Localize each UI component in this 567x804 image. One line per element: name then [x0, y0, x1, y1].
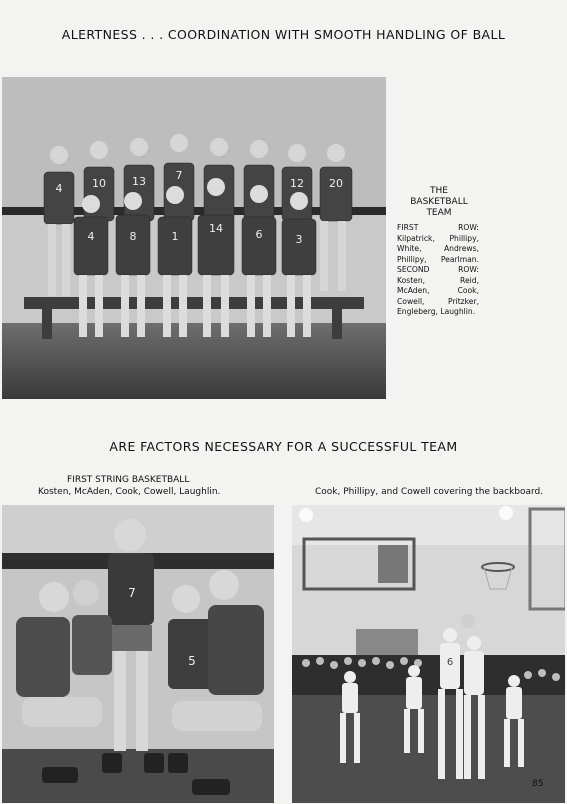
jersey-number: 13: [132, 175, 146, 188]
jersey-number: 3: [295, 233, 303, 246]
first-string-names: Kosten, McAden, Cook, Cowell, Laughlin.: [38, 487, 221, 497]
team-caption-title-line: THE: [430, 186, 448, 196]
backboard-illustration: [292, 505, 565, 803]
backboard-caption: Cook, Phillipy, and Cowell covering the backboard.: [315, 487, 544, 497]
jersey-number: 20: [329, 177, 343, 190]
page-number: 85: [532, 779, 544, 789]
jersey-number: 5: [188, 654, 196, 668]
jersey-number: 7: [175, 169, 183, 182]
jersey-number: 4: [87, 230, 95, 243]
team-caption-title-line: BASKETBALL: [410, 197, 468, 207]
top-headline: ALERTNESS . . . COORDINATION WITH SMOOTH HANDLING OF BALL: [61, 27, 506, 42]
jersey-number: 1: [171, 230, 179, 243]
backboard-photo: [292, 505, 565, 803]
jersey-number: 14: [209, 222, 223, 235]
jersey-number: 6: [446, 657, 454, 668]
jersey-number: 7: [128, 586, 136, 600]
first-string-illustration: [2, 505, 274, 803]
first-string-photo: [2, 505, 274, 803]
first-string-title: FIRST STRING BASKETBALL: [67, 475, 190, 485]
middle-headline: ARE FACTORS NECESSARY FOR A SUCCESSFUL TEAM: [109, 439, 458, 454]
jersey-number: 12: [290, 177, 304, 190]
team-photo: [2, 77, 386, 399]
team-caption-body: FIRST ROW: Kilpatrick, Phillipy, White, Andrews, Phillipy, Pearlman. SECOND ROW: Kosten, Reid, McAden, Cook, Cowell, Pritzker, Engleberg, Laughlin.: [397, 223, 479, 316]
jersey-number: 8: [129, 230, 137, 243]
jersey-number: 6: [255, 228, 263, 241]
team-photo-illustration: [2, 77, 386, 399]
team-caption-title-line: TEAM: [426, 208, 452, 218]
jersey-number: 10: [92, 177, 106, 190]
jersey-number: 4: [55, 182, 63, 195]
team-caption-title: [398, 186, 480, 219]
